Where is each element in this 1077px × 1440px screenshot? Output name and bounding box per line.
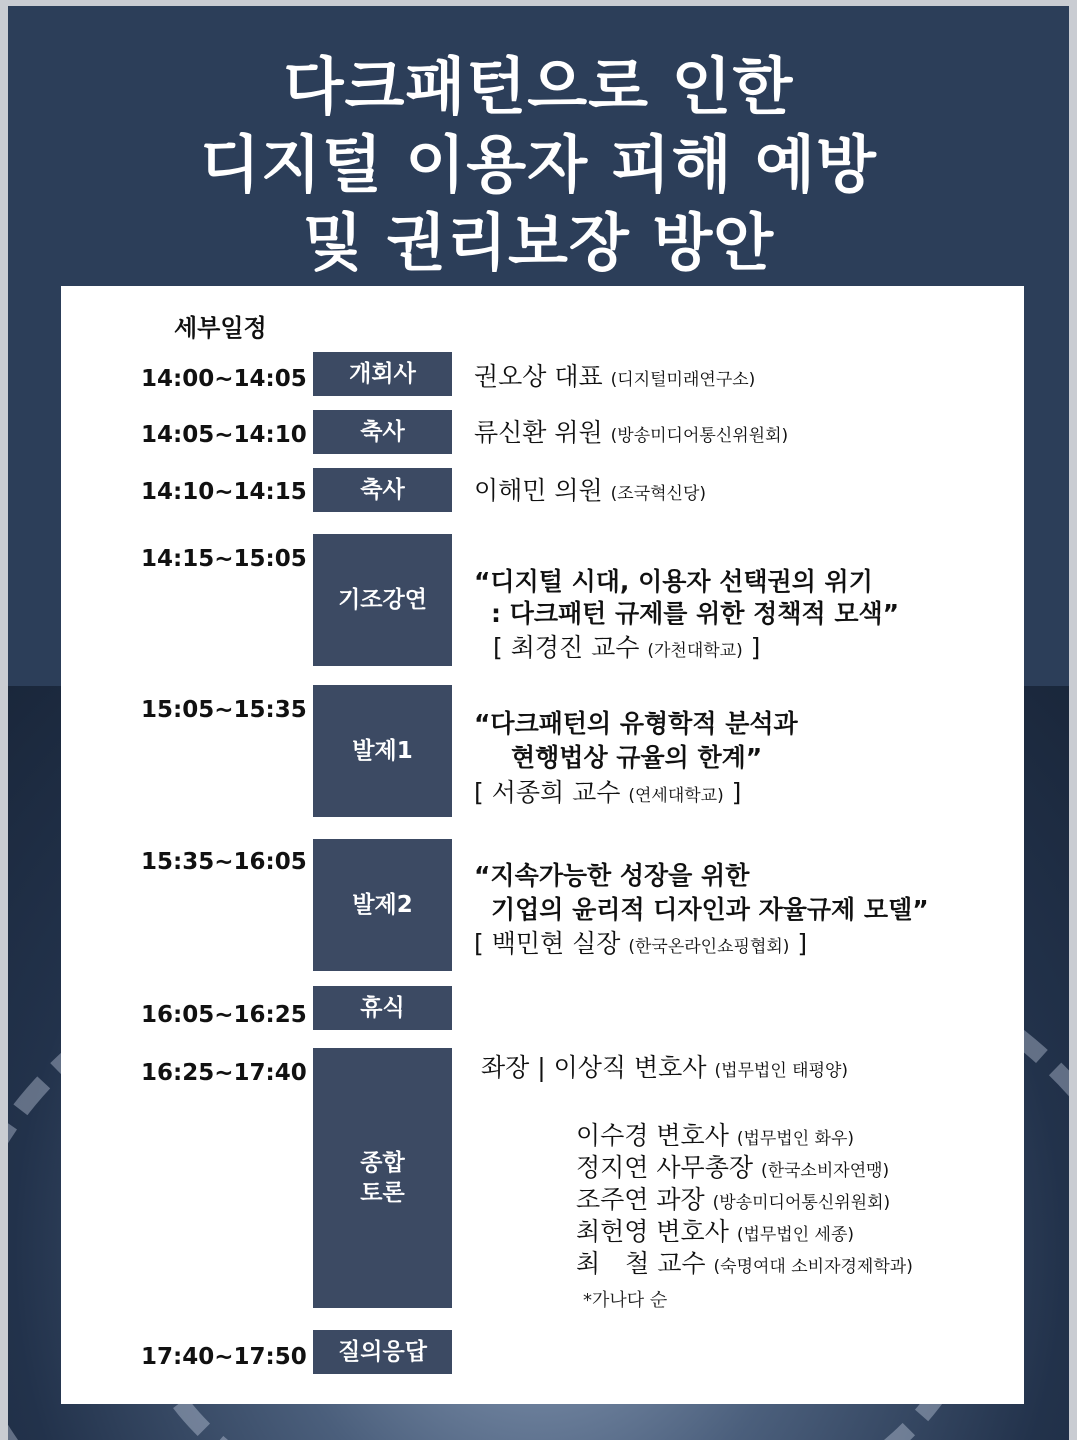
panelist <box>576 1180 890 1216</box>
panelist <box>576 1244 913 1280</box>
chair-org: (법무법인 태평양) <box>714 1061 849 1081</box>
chair-prefix: 좌장 | <box>481 1053 554 1082</box>
speaker-org: (조국혁신당) <box>610 484 707 504</box>
panelist-name: 최 철 교수 <box>576 1249 706 1278</box>
label-congrats-2: 축사 <box>313 468 452 512</box>
bracket-close: ] <box>742 633 761 662</box>
keynote-title-line-2: : 다크패턴 규제를 위한 정책적 모색” <box>491 599 900 628</box>
time-presentation-1: 15:05~15:35 <box>141 697 307 723</box>
label-qna: 질의응답 <box>313 1330 452 1374</box>
speaker-org: (방송미디어통신위원회) <box>610 426 789 446</box>
label-panel-line-1: 종합 <box>360 1150 405 1176</box>
bracket-open: [ <box>474 929 492 958</box>
speaker-keynote <box>493 628 760 664</box>
page-title <box>8 48 1069 282</box>
speaker-name: 백민현 실장 <box>491 929 621 958</box>
label-opening: 개회사 <box>313 352 452 396</box>
speaker-org: (연세대학교) <box>628 786 724 806</box>
panelist-name: 이수경 변호사 <box>576 1121 729 1150</box>
chair-name: 이상직 변호사 <box>553 1053 707 1082</box>
time-keynote: 14:15~15:05 <box>141 546 307 572</box>
time-congrats-1: 14:05~14:10 <box>141 422 307 448</box>
label-panel <box>313 1048 452 1308</box>
time-panel: 16:25~17:40 <box>141 1060 307 1086</box>
time-qna: 17:40~17:50 <box>141 1344 307 1370</box>
speaker-name: 권오상 대표 <box>474 362 603 391</box>
title-line-2: 디지털 이용자 피해 예방 <box>200 128 877 201</box>
panelist-org: (법무법인 세종) <box>736 1225 855 1245</box>
panelist-org: (법무법인 화우) <box>736 1129 855 1149</box>
time-opening: 14:00~14:05 <box>141 366 307 392</box>
bracket-open: [ <box>493 633 511 662</box>
panel-order-note: *가나다 순 <box>583 1290 668 1311</box>
panelist-name: 최헌영 변호사 <box>576 1217 729 1246</box>
speaker-name: 류신환 위원 <box>474 418 603 447</box>
speaker-org: (디지털미래연구소) <box>610 370 756 390</box>
panelist-org: (숙명여대 소비자경제학과) <box>713 1257 913 1277</box>
panelist-name: 정지연 사무총장 <box>576 1153 753 1182</box>
speaker-presentation-2 <box>474 924 807 960</box>
label-panel-line-2: 토론 <box>360 1180 405 1206</box>
label-congrats-1: 축사 <box>313 410 452 454</box>
schedule-heading: 세부일정 <box>174 314 267 342</box>
keynote-title-line-1: “디지털 시대, 이용자 선택권의 위기 <box>474 567 873 596</box>
presentation-1-title-line-2: 현행법상 규율의 한계” <box>511 743 763 772</box>
speaker-congrats-2 <box>474 471 706 507</box>
speaker-congrats-1 <box>474 413 788 449</box>
panel-chair <box>481 1048 848 1084</box>
label-keynote: 기조강연 <box>313 534 452 666</box>
presentation-1-title-line-1: “다크패턴의 유형학적 분석과 <box>474 709 798 738</box>
speaker-presentation-1 <box>474 773 741 809</box>
bracket-open: [ <box>474 778 492 807</box>
speaker-name: 최경진 교수 <box>510 633 640 662</box>
speaker-org: (가천대학교) <box>647 641 743 661</box>
panelist <box>576 1212 854 1248</box>
title-line-3: 및 권리보장 방안 <box>302 206 775 279</box>
title-line-1: 다크패턴으로 인한 <box>283 50 794 123</box>
panelist <box>576 1148 889 1184</box>
presentation-2-title-line-2: 기업의 윤리적 디자인과 자율규제 모델” <box>491 895 929 924</box>
speaker-name: 이해민 의원 <box>474 476 603 505</box>
speaker-opening <box>474 357 755 393</box>
time-break: 16:05~16:25 <box>141 1002 307 1028</box>
label-presentation-1: 발제1 <box>313 685 452 817</box>
panelist-org: (방송미디어통신위원회) <box>712 1193 891 1213</box>
time-presentation-2: 15:35~16:05 <box>141 849 307 875</box>
panelist <box>576 1116 854 1152</box>
speaker-org: (한국온라인쇼핑협회) <box>628 937 790 957</box>
label-break: 휴식 <box>313 986 452 1030</box>
bracket-close: ] <box>789 929 808 958</box>
bracket-close: ] <box>723 778 742 807</box>
panelist-org: (한국소비자연맹) <box>760 1161 890 1181</box>
time-congrats-2: 14:10~14:15 <box>141 479 307 505</box>
poster <box>8 6 1069 1440</box>
speaker-name: 서종희 교수 <box>491 778 621 807</box>
schedule-card <box>61 286 1024 1404</box>
presentation-2-title-line-1: “지속가능한 성장을 위한 <box>474 861 750 890</box>
panelist-name: 조주연 과장 <box>576 1185 705 1214</box>
label-presentation-2: 발제2 <box>313 839 452 971</box>
